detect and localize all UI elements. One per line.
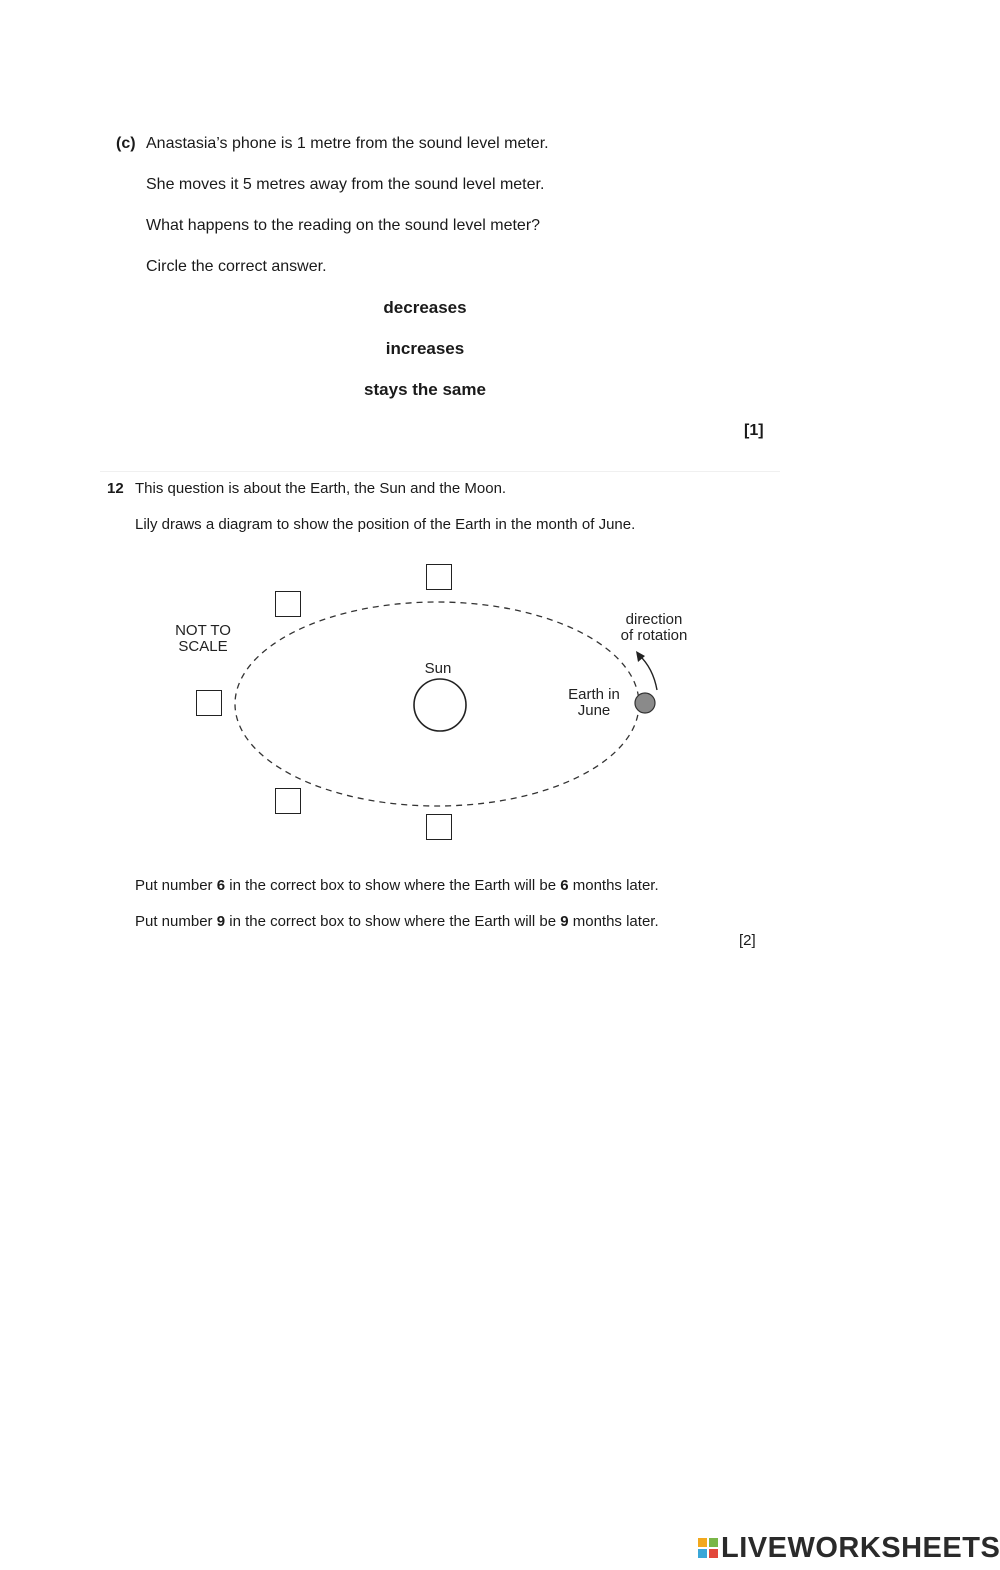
question-12-description: Lily draws a diagram to show the position of the Earth in the month of June. <box>135 516 636 533</box>
earth-circle <box>635 693 655 713</box>
answer-option-increases[interactable]: increases <box>385 339 465 358</box>
question-12-intro: This question is about the Earth, the Sun and the Moon. <box>135 480 507 497</box>
question-12-marks: [2] <box>739 932 756 949</box>
not-to-scale-label: NOT TO SCALE <box>175 622 231 655</box>
question-c-line-2: She moves it 5 metres away from the sound level meter. <box>146 176 545 193</box>
earth-in-june-label: Earth in June <box>568 686 620 719</box>
answer-box-top[interactable] <box>426 564 452 590</box>
answer-box-left[interactable] <box>196 690 222 716</box>
question-c-line-4: Circle the correct answer. <box>146 258 327 275</box>
answer-option-stays-the-same[interactable]: stays the same <box>364 380 486 399</box>
question-c-line-3: What happens to the reading on the sound level meter? <box>146 217 541 234</box>
instruction-9: Put number 9 in the correct box to show where the Earth will be 9 months later. <box>135 913 659 930</box>
question-12-number: 12 <box>107 480 124 497</box>
direction-of-rotation-label: direction of rotation <box>620 611 688 644</box>
question-c-line-1: Anastasia’s phone is 1 metre from the sound level meter. <box>146 135 549 152</box>
answer-box-bottom-left[interactable] <box>275 788 301 814</box>
liveworksheets-logo[interactable] <box>698 1533 1000 1563</box>
liveworksheets-mark-icon <box>698 1538 718 1558</box>
question-c-marks: [1] <box>744 422 764 439</box>
rotation-arrow <box>639 655 657 690</box>
answer-option-decreases[interactable]: decreases <box>383 298 467 317</box>
instruction-6: Put number 6 in the correct box to show where the Earth will be 6 months later. <box>135 877 659 894</box>
sun-label: Sun <box>424 660 452 677</box>
sun-circle <box>414 679 466 731</box>
liveworksheets-wordmark: LIVEWORKSHEETS <box>721 1531 1000 1564</box>
question-c-label: (c) <box>116 135 136 152</box>
answer-box-bottom[interactable] <box>426 814 452 840</box>
answer-box-top-left[interactable] <box>275 591 301 617</box>
